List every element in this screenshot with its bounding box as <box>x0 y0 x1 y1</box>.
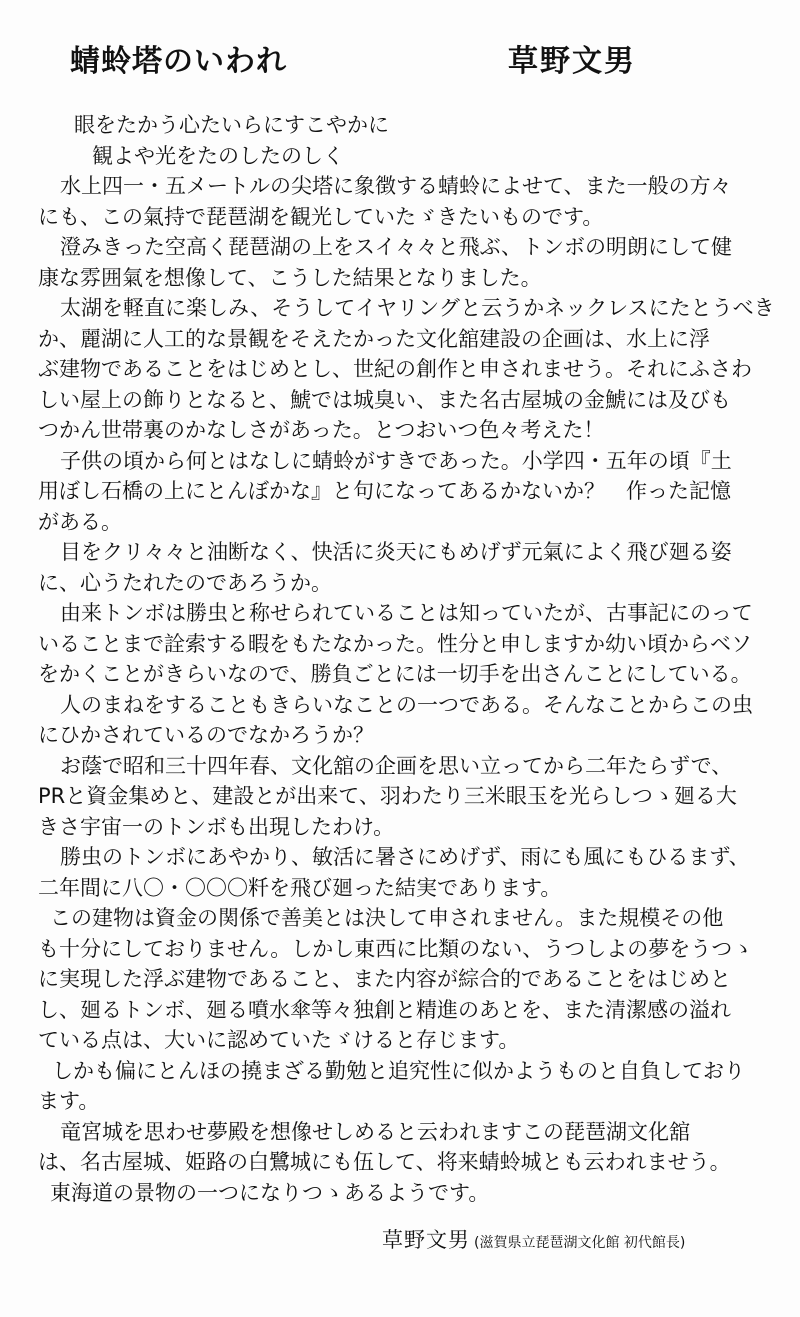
body-line: 康な雰囲氣を想像して、こうした結果となりました。 <box>38 265 542 290</box>
body-line: つかん世帯裏のかなしさがあった。とつおいつ色々考えた！ <box>38 418 605 442</box>
document-author: 草野文男 <box>508 44 636 79</box>
body-line: がある。 <box>38 509 122 534</box>
signature <box>382 1224 685 1254</box>
body-line: をかくことがきらいなので、勝負ごとには一切手を出さんことにしている。 <box>38 662 752 686</box>
body-line: に実現した浮ぶ建物であること、また内容が綜合的であることをはじめと <box>38 967 731 991</box>
body-line: か、麗湖に人工的な景観をそえたかった文化舘建設の企画は、水上に浮 <box>38 326 710 351</box>
body-line: 二年間に八〇・〇〇〇粁を飛び廻った結実であります。 <box>38 875 562 900</box>
body-line: し、廻るトンボ、廻る噴水傘等々独創と精進のあとを、また清潔感の溢れ <box>38 997 731 1022</box>
body-line: ている点は、大いに認めていたゞけると存じます。 <box>38 1028 520 1052</box>
signature-name: 草野文男 <box>382 1228 470 1252</box>
body-line: 目をクリ々々と油断なく、快活に炎天にもめげず元氣によく飛び廻る姿 <box>60 540 732 564</box>
body-line: ます。 <box>38 1089 100 1113</box>
body-line: この建物は資金の関係で善美とは決して申されません。また規模その他 <box>50 906 724 930</box>
body-line: しい屋上の飾りとなると、鯱では城臭い、また名古屋城の金鯱には及びも <box>38 387 731 412</box>
body-line: 用ぼし石橋の上にとんぼかな』と句になってあるかないか？ 作った記憶 <box>38 479 731 503</box>
document-body <box>38 110 778 1208</box>
body-line: 澄みきった空高く琵琶湖の上をスイ々々と飛ぶ、トンボの明朗にして健 <box>60 235 732 259</box>
document-title: 蜻蛉塔のいわれ <box>70 44 287 79</box>
poem-line: 観よや光をたのしたのしく <box>92 143 344 168</box>
body-line: 人のまねをすることもきらいなことの一つである。そんなことからこの虫 <box>60 692 753 717</box>
body-line: 水上四一・五メートルの尖塔に象徴する蜻蛉によせて、また一般の方々 <box>60 174 732 198</box>
body-line: 勝虫のトンボにあやかり、敏活に暑さにめげず、雨にも風にもひるまず、 <box>60 845 750 869</box>
body-line: いることまで詮索する暇をもたなかった。性分と申しますか幼い頃からベソ <box>38 631 752 656</box>
body-line: お蔭で昭和三十四年春、文化舘の企画を思い立ってから二年たらずで、 <box>60 753 733 778</box>
body-line: 由来トンボは勝虫と称せられていることは知っていたが、古事記にのって <box>60 601 753 625</box>
body-line: も十分にしておりません。しかし東西に比類のない、うつしよの夢をうつゝ <box>38 936 754 961</box>
body-line: しかも偏にとんほの撓まざる勤勉と追究性に似かようものと自負しており <box>52 1058 745 1083</box>
body-line: にひかされているのでなかろうか？ <box>38 723 374 747</box>
body-line: 東海道の景物の一つになりつゝあるようです。 <box>50 1180 490 1205</box>
body-line: 太湖を軽直に楽しみ、そうしてイヤリングと云うかネックレスにたとうべき <box>60 296 775 320</box>
poem-line: 眼をたかう心たいらにすこやかに <box>74 113 389 137</box>
body-paragraphs <box>38 171 778 1208</box>
body-line: ぶ建物であることをはじめとし、世紀の創作と申されませう。それにふさわ <box>38 357 752 381</box>
body-line: は、名古屋城、姫路の白鷺城にも伍して、将来蜻蛉城とも云われませう。 <box>38 1150 731 1174</box>
body-line: きさ宇宙一のトンボも出現したわけ。 <box>38 814 395 839</box>
body-line: に、心うたれたのであろうか。 <box>38 570 332 595</box>
body-line: にも、この氣持で琵琶湖を観光していたゞきたいものです。 <box>38 204 604 229</box>
signature-role: (滋賀県立琵琶湖文化館 初代館長) <box>474 1235 686 1251</box>
body-line: 子供の頃から何とはなしに蜻蛉がすきであった。小学四・五年の頃『土 <box>60 448 732 473</box>
body-line: 竜宮城を思わせ夢殿を想像せしめると云われますこの琵琶湖文化舘 <box>60 1119 690 1144</box>
body-line: PRと資金集めと、建設とが出来て、羽わたり三米眼玉を光らしつゝ廻る大 <box>38 784 737 808</box>
